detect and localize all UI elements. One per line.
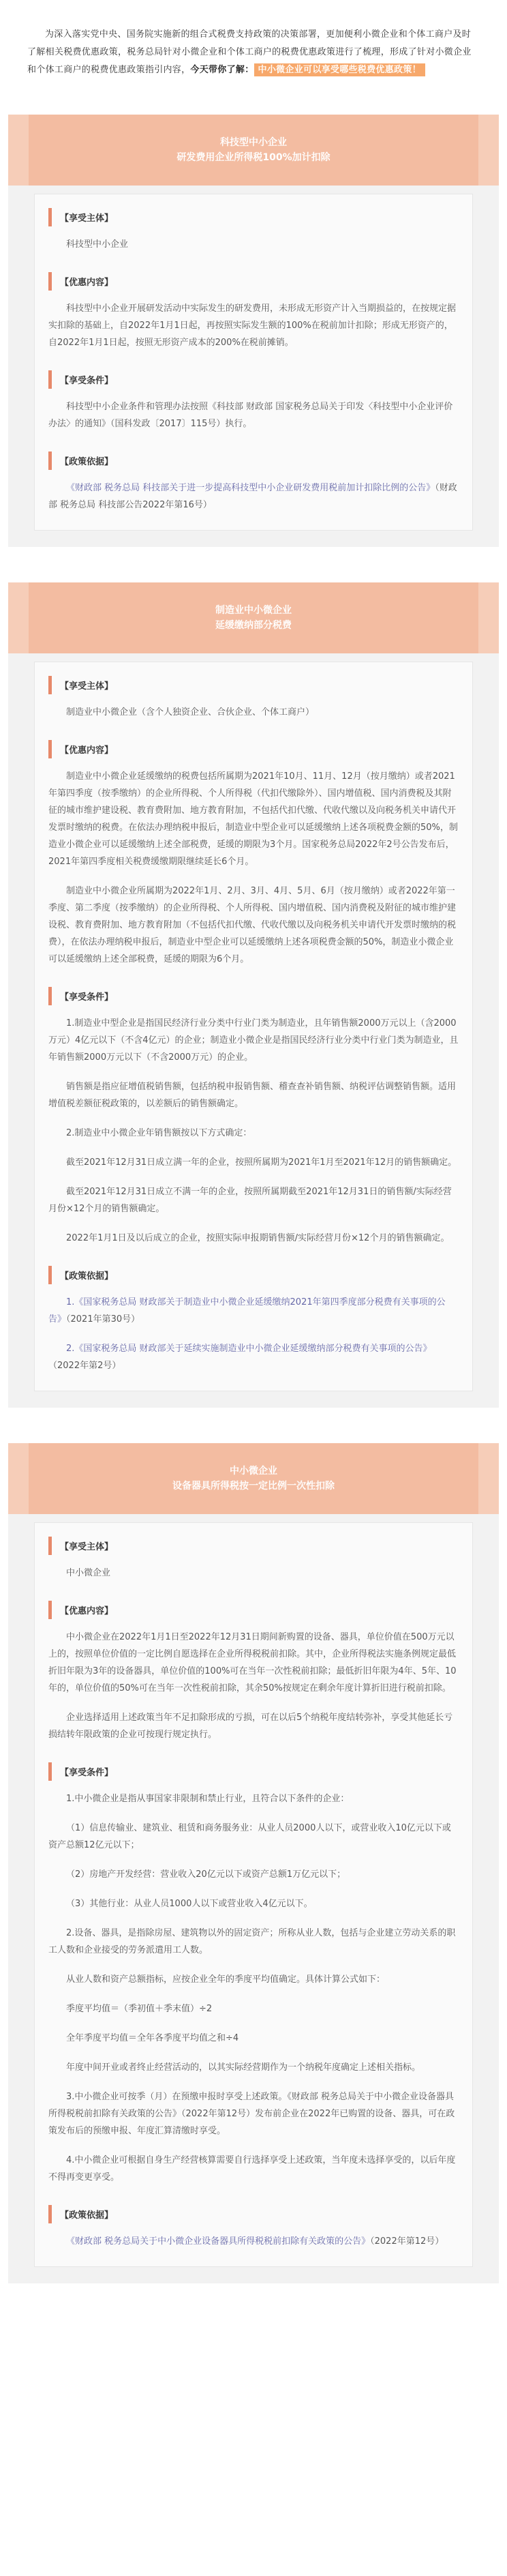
intro-lead: 今天带你了解： bbox=[190, 65, 254, 75]
paragraph: 从业人数和资产总额指标，应按企业全年的季度平均值确定。具体计算公式如下： bbox=[66, 1974, 386, 1985]
section-card bbox=[8, 653, 499, 1408]
paragraph: 2.制造业中小微企业年销售额按以下方式确定： bbox=[66, 1128, 252, 1138]
paragraph: （3）其他行业：从业人员1000人以下或营业收入4亿元以下。 bbox=[66, 1899, 313, 1909]
section-banner bbox=[8, 115, 499, 186]
section-title: 制造业中小微企业 bbox=[215, 605, 292, 616]
policy-link[interactable]: 《财政部 税务总局 科技部关于进一步提高科技型中小企业研发费用税前加计扣除比例的公告》（财政部 税务总局 科技部公告2022年第16号） bbox=[48, 483, 457, 510]
condition-heading: 【享受条件】 bbox=[48, 1762, 113, 1781]
section-content bbox=[34, 1522, 473, 2267]
subject-heading: 【享受主体】 bbox=[48, 676, 113, 694]
section-title: 科技型中小企业 bbox=[220, 137, 287, 148]
section-title: 中小微企业 bbox=[230, 1466, 277, 1477]
section-manufacturing bbox=[8, 582, 499, 1408]
subject-heading: 【享受主体】 bbox=[48, 208, 113, 226]
section-tech-sme bbox=[8, 115, 499, 547]
paragraph: 科技型中小企业开展研发活动中实际发生的研发费用，未形成无形资产计入当期损益的，在按规定据实扣除的基础上，自2022年1月1日起，再按照实际发生额的100%在税前加计扣除；形成无形资产的，自2022年1月1日起，按照无形资产成本的200%在税前摊销。 bbox=[48, 304, 457, 348]
section-banner bbox=[8, 582, 499, 653]
section-card bbox=[8, 186, 499, 547]
benefit-heading: 【优惠内容】 bbox=[48, 740, 113, 758]
intro-text: 为深入落实党中央、国务院实施新的组合式税费支持政策的决策部署，更加便利小微企业和个体工商户及时了解相关税费优惠政策，税务总局针对小微企业和个体工商户的税费优惠政策进行了梳理，形成了针对小微企业和个体工商户的税费优惠政策指引内容， bbox=[27, 29, 472, 75]
paragraph: （2）房地产开发经营：营业收入20亿元以下或资产总额1万亿元以下； bbox=[66, 1869, 346, 1880]
paragraph: 制造业中小微企业延缓缴纳的税费包括所属期为2021年10月、11月、12月（按月缴纳）或者2021年第四季度（按季缴纳）的企业所得税、个人所得税（代扣代缴除外）、国内增值税、国内消费税及其附征的城市维护建设税、教育费附加、地方教育附加，不包括代扣代缴、代收代缴以及向税务机关申请代开发票时缴纳的税费。在依法办理纳税申报后，制造业中型企业可以延缓缴纳上述各项税费金额的50%，制造业小微企业可以延缓缴纳上述全部税费，延缓的期限为3个月。国家税务总局2022年2号公告发布后，2021年第四季度相关税费缓缴期限继续延长6个月。 bbox=[48, 771, 458, 867]
section-subtitle: 研发费用企业所得税100%加计扣除 bbox=[176, 152, 331, 163]
section-content bbox=[34, 662, 473, 1391]
policy-link[interactable]: 2.《国家税务总局 财政部关于延续实施制造业中小微企业延缓缴纳部分税费有关事项的公告》（2022年第2号） bbox=[48, 1344, 432, 1371]
paragraph: 制造业中小微企业所属期为2022年1月、2月、3月、4月、5月、6月（按月缴纳）或者2022年第一季度、第二季度（按季缴纳）的企业所得税、个人所得税、国内增值税、国内消费税及附征的城市维护建设税、教育费附加、地方教育附加（不包括代扣代缴、代收代缴以及向税务机关申请代开发票时缴纳的税费），在依法办理纳税申报后，制造业中型企业可以延缓缴纳上述各项税费金额的50%，制造业小微企业可以延缓缴纳上述全部税费，延缓的期限为6个月。 bbox=[48, 886, 457, 964]
benefit-heading: 【优惠内容】 bbox=[48, 272, 113, 291]
basis-heading: 【政策依据】 bbox=[48, 451, 113, 470]
section-subtitle: 延缓缴纳部分税费 bbox=[215, 620, 292, 631]
paragraph: 2022年1月1日及以后成立的企业，按照实际申报期销售额/实际经营月份×12个月的销售额确定。 bbox=[66, 1233, 450, 1243]
section-banner bbox=[8, 1443, 499, 1514]
paragraph: 2.设备、器具，是指除房屋、建筑物以外的固定资产；所称从业人数，包括与企业建立劳动关系的职工人数和企业接受的劳务派遣用工人数。 bbox=[48, 1928, 456, 1955]
paragraph: 1.制造业中型企业是指国民经济行业分类中行业门类为制造业，且年销售额2000万元以上（含2000万元）4亿元以下（不含4亿元）的企业；制造业小微企业是指国民经济行业分类中行业门类为制造业，且年销售额2000万元以下（不含2000万元）的企业。 bbox=[48, 1018, 459, 1063]
paragraph: 截至2021年12月31日成立不满一年的企业，按照所属期截至2021年12月31日的销售额/实际经营月份×12个月的销售额确定。 bbox=[48, 1187, 452, 1214]
intro bbox=[0, 0, 507, 79]
paragraph: 3.中小微企业可按季（月）在预缴申报时享受上述政策。《财政部 税务总局关于中小微企业设备器具所得税税前扣除有关政策的公告》（2022年第12号）发布前企业在2022年已购置的设备、器具，可在政策发布后的预缴申报、年度汇算清缴时享受。 bbox=[48, 2092, 455, 2136]
subject-heading: 【享受主体】 bbox=[48, 1537, 113, 1555]
paragraph: 中小微企业在2022年1月1日至2022年12月31日期间新购置的设备、器具，单位价值在500万元以上的，按照单位价值的一定比例自愿选择在企业所得税税前扣除。其中，企业所得税法实施条例规定最低折旧年限为3年的设备器具，单位价值的100%可在当年一次性税前扣除；最低折旧年限为4年、5年、10年的，单位价值的50%可在当年一次性税前扣除，其余50%按规定在剩余年度计算折旧进行税前扣除。 bbox=[48, 1632, 457, 1693]
paragraph: 企业选择适用上述政策当年不足扣除形成的亏损，可在以后5个纳税年度结转弥补，享受其他延长亏损结转年限政策的企业可按现行规定执行。 bbox=[48, 1713, 453, 1740]
paragraph: 4.中小微企业可根据自身生产经营核算需要自行选择享受上述政策，当年度未选择享受的，以后年度不得再变更享受。 bbox=[48, 2155, 456, 2182]
paragraph: （1）信息传输业、建筑业、租赁和商务服务业：从业人员2000人以下，或营业收入10亿元以下或资产总额12亿元以下； bbox=[48, 1823, 451, 1850]
section-equipment bbox=[8, 1443, 499, 2283]
condition-heading: 【享受条件】 bbox=[48, 987, 113, 1005]
paragraph: 年度中间开业或者终止经营活动的，以其实际经营期作为一个纳税年度确定上述相关指标。 bbox=[66, 2062, 421, 2073]
paragraph: 中小微企业 bbox=[66, 1568, 111, 1578]
paragraph: 科技型中小企业条件和管理办法按照《科技部 财政部 国家税务总局关于印发〈科技型中小企业评价办法〉的通知》（国科发政〔2017〕115号）执行。 bbox=[48, 402, 453, 429]
formula: 全年季度平均值＝全年各季度平均值之和÷4 bbox=[66, 2033, 239, 2043]
paragraph: 截至2021年12月31日成立满一年的企业，按照所属期为2021年1月至2021年12月的销售额确定。 bbox=[66, 1157, 457, 1168]
paragraph: 科技型中小企业 bbox=[66, 239, 129, 250]
condition-heading: 【享受条件】 bbox=[48, 370, 113, 389]
policy-link[interactable]: 《财政部 税务总局关于中小微企业设备器具所得税税前扣除有关政策的公告》（2022年第12号） bbox=[66, 2236, 444, 2247]
paragraph: 1.中小微企业是指从事国家非限制和禁止行业，且符合以下条件的企业： bbox=[66, 1794, 350, 1804]
intro-highlight: 中小微企业可以享受哪些税费优惠政策！ bbox=[254, 63, 425, 76]
policy-link[interactable]: 1.《国家税务总局 财政部关于制造业中小微企业延缓缴纳2021年第四季度部分税费有关事项的公告》（2021年第30号） bbox=[48, 1297, 446, 1324]
section-card bbox=[8, 1514, 499, 2283]
paragraph: 销售额是指应征增值税销售额，包括纳税申报销售额、稽查查补销售额、纳税评估调整销售额。适用增值税差额征税政策的，以差额后的销售额确定。 bbox=[48, 1082, 457, 1109]
section-content bbox=[34, 194, 473, 531]
basis-heading: 【政策依据】 bbox=[48, 1266, 113, 1284]
paragraph: 制造业中小微企业（含个人独资企业、合伙企业、个体工商户） bbox=[66, 707, 315, 717]
section-subtitle: 设备器具所得税按一定比例一次性扣除 bbox=[172, 1481, 335, 1492]
formula: 季度平均值＝（季初值＋季末值）÷2 bbox=[66, 2004, 213, 2014]
benefit-heading: 【优惠内容】 bbox=[48, 1601, 113, 1619]
basis-heading: 【政策依据】 bbox=[48, 2205, 113, 2223]
